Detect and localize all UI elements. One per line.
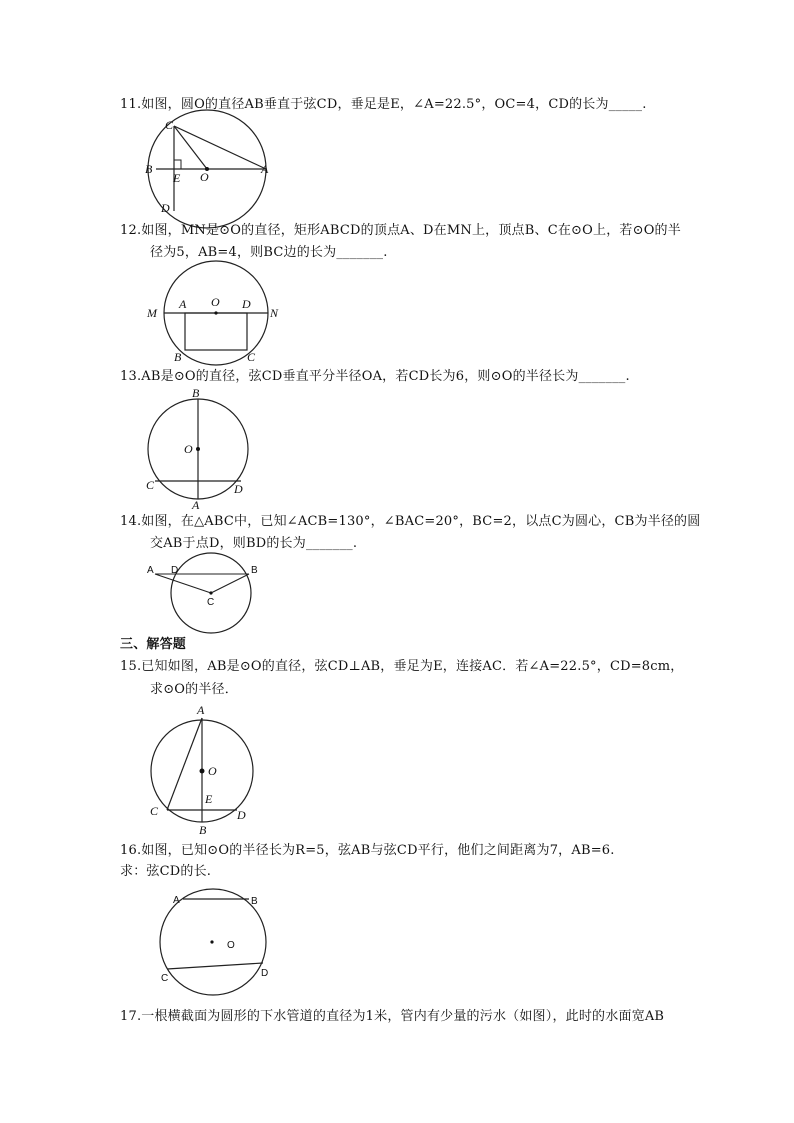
q15-label-a: A — [197, 703, 205, 717]
q16-label-a: A — [173, 895, 180, 906]
q12-label-c: C — [247, 350, 256, 364]
q15-label-o: O — [208, 764, 217, 778]
q14-label-b: B — [251, 565, 258, 576]
q13-label-c: C — [146, 478, 155, 492]
q14-label-d: D — [171, 565, 179, 576]
q11-label-b: B — [145, 162, 153, 176]
q12-label-n: N — [270, 306, 279, 320]
q13-label-b: B — [192, 386, 200, 400]
q11-text: 11.如图，圆O的直径AB垂直于弦CD，垂足是E，∠A=22.5°，OC=4，CD的长为_____. — [120, 97, 647, 112]
q12-label-m: M — [147, 306, 157, 320]
q11-label-c: C — [165, 118, 174, 132]
q15-text-line1: 15.已知如图，AB是⊙O的直径，弦CD⊥AB，垂足为E，连接AC．若∠A=22.5°，CD=8cm， — [120, 659, 684, 674]
q14-text-line2: 交AB于点D，则BD的长为_______. — [150, 536, 358, 551]
q13-label-o: O — [184, 442, 193, 456]
q12-label-a: A — [179, 297, 187, 311]
q16-text-line2: 求：弦CD的长. — [120, 864, 212, 879]
q17-text-line1: 17.一根横截面为圆形的下水管道的直径为1米，管内有少量的污水（如图），此时的水面宽AB — [120, 1009, 665, 1024]
section-heading-answer-questions: 三、解答题 — [120, 637, 187, 652]
q16-figure — [155, 890, 280, 1010]
q11-label-e: E — [173, 171, 181, 185]
q12-label-d: D — [242, 297, 251, 311]
q16-label-o: O — [227, 940, 235, 951]
q11-figure — [140, 118, 275, 220]
q12-text-line2: 径为5，AB=4，则BC边的长为_______. — [150, 245, 388, 260]
q16-text-line1: 16.如图，已知⊙O的半径长为R=5，弦AB与弦CD平行，他们之间距离为7，AB=6. — [120, 843, 615, 858]
q16-label-c: C — [161, 973, 169, 984]
q15-label-c: C — [150, 804, 159, 818]
q12-label-o: O — [211, 295, 220, 309]
q11-label-o: O — [200, 170, 209, 184]
q12-text-line1: 12.如图，MN是⊙O的直径，矩形ABCD的顶点A、D在MN上，顶点B、C在⊙O上，若⊙O的半 — [120, 223, 681, 238]
q16-label-d: D — [261, 968, 269, 979]
q12-label-b: B — [174, 350, 182, 364]
q11-label-d: D — [161, 201, 170, 215]
q11-label-a: A — [261, 162, 269, 176]
q15-text-line2: 求⊙O的半径． — [150, 682, 238, 697]
q15-label-b: B — [199, 823, 207, 837]
q15-label-d: D — [237, 808, 246, 822]
q14-figure — [145, 560, 265, 640]
q15-figure — [140, 702, 265, 838]
q13-label-d: D — [234, 482, 243, 496]
q14-text-line1: 14.如图，在△ABC中，已知∠ACB=130°，∠BAC=20°，BC=2，以点C为圆心，CB为半径的圆 — [120, 514, 701, 529]
q14-label-c: C — [207, 597, 215, 608]
q13-label-a: A — [192, 498, 200, 512]
q14-label-a: A — [147, 565, 154, 576]
q15-label-e: E — [205, 792, 213, 806]
q13-text: 13.AB是⊙O的直径，弦CD垂直平分半径OA，若CD长为6，则⊙O的半径长为_______. — [120, 369, 630, 384]
q12-figure — [145, 262, 290, 367]
q13-figure — [140, 386, 260, 510]
q16-label-b: B — [251, 896, 258, 907]
